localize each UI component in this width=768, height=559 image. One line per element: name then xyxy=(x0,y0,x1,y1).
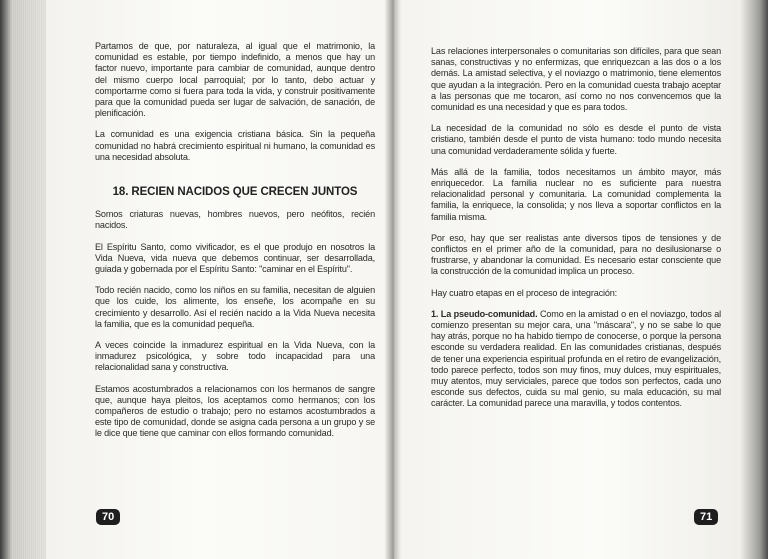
paragraph: Hay cuatro etapas en el proceso de integración: xyxy=(431,287,618,298)
paragraph: La comunidad es una exigencia cristiana básica. Sin la pequeña comunidad no habrá crecimiento espiritual ni humano, la comunidad es una necesidad absoluta. xyxy=(95,129,375,162)
page-number: 71 xyxy=(694,509,718,525)
paragraph: Las relaciones interpersonales o comunitarias son difíciles, para que sean sanas, constructivas y no enfermizas, que enriquezcan a las dos o a los demás. La amistad selectiva, y el noviazgo o matrimonio, tiene elementos que ayudan a la integración. Pero en la comunidad cuesta trabajo aceptar a las personas que me tocaron, así como no nos convencemos que la comunidad es una necesidad y que es para todos. xyxy=(431,46,721,113)
numbered-lead: 1. La pseudo-comunidad. xyxy=(431,308,538,319)
paragraph: Partamos de que, por naturaleza, al igual que el matrimonio, la comunidad es estable, por tiempo indefinido, a menos que hay un factor nuevo, importante para cambiar de comunidad, aunque dentro del mismo cuerpo local parroquial; por lo tanto, debo actuar y comportarme como si fuera para toda la vida, y construir positivamente para que la comunidad pueda ser lugar de salvación, de sanación, de plenificación. xyxy=(95,41,375,119)
paragraph: El Espíritu Santo, como vivificador, es el que produjo en nosotros la Vida Nueva, vida nueva que debemos continuar, ser desarrollada, guiada y gobernada por el Espíritu Santo: "caminar en el Espíritu". xyxy=(95,241,375,275)
paragraph: Por eso, hay que ser realistas ante diversos tipos de tensiones y de conflictos en el primer año de la comunidad, para no desilusionarse o frustrarse, y abandonar la comunidad. Es necesario estar consciente que la construcción de la comunidad implica un proceso. xyxy=(431,232,721,277)
paragraph: La necesidad de la comunidad no sólo es desde el punto de vista cristiano, también desde el punto de vista humano: todo mundo necesita una comunidad verdaderamente sólida y fuerte. xyxy=(431,123,721,156)
paragraph xyxy=(431,309,721,410)
paragraph-body: Como en la amistad o en el noviazgo, todos al comienzo presentan su mejor cara, una "máscara", y no se sabe lo que hay atrás, porque no ha habido tiempo de conocerse, o porque la persona esconde su verdadera realidad. En las comunidades cristianas, después de tener una experiencia espiritual profunda en el retiro de evangelización, todo parece perfecto, todos son muy finos, muy dulces, muy espirituales, muy atentos, muy serviciales, parece que todos son perfectos, cada uno esconde sus defectos, cuida su mal genio, su mala educación, su mal carácter. La comunidad parece una maravilla, y todos contentos. xyxy=(431,308,721,409)
paragraph: Todo recién nacido, como los niños en su familia, necesitan de alguien que los cuide, los alimente, los enseñe, los acompañe en su crecimiento y desarrollo. Así el recién nacido a la Vida Nueva necesita la familia, que es la comunidad pequeña. xyxy=(95,285,375,329)
paragraph: Más allá de la familia, todos necesitamos un ámbito mayor, más enriquecedor. La familia nuclear no es suficiente para nuestra relacionalidad personal y comunitaria. La comunidad complementa la familia, la enriquece, la consolida; y nos lleva a soportar conflictos en la familia misma. xyxy=(431,166,721,222)
paragraph: Somos criaturas nuevas, hombres nuevos, pero neófitos, recién nacidos. xyxy=(95,209,375,231)
left-page-text xyxy=(95,41,375,450)
right-page xyxy=(392,0,768,559)
paragraph: Estamos acostumbrados a relacionamos con los hermanos de sangre que, aunque haya pleitos, los aceptamos como hermanos; con los compañeros de estudio o trabajo; pero no estamos acostumbrados a este tipo de comunidad, donde se asigna cada persona a un grupo y se le dice que tiene que caminar con ellos formando comunidad. xyxy=(95,383,375,439)
page-number: 70 xyxy=(96,509,120,525)
paragraph: A veces coincide la inmadurez espiritual en la Vida Nueva, con la inmadurez psicológica, y sobre todo incapacidad para una relacionalidad sana y constructiva. xyxy=(95,340,375,373)
right-page-text xyxy=(431,46,721,420)
section-heading: 18. RECIEN NACIDOS QUE CRECEN JUNTOS xyxy=(112,186,358,199)
